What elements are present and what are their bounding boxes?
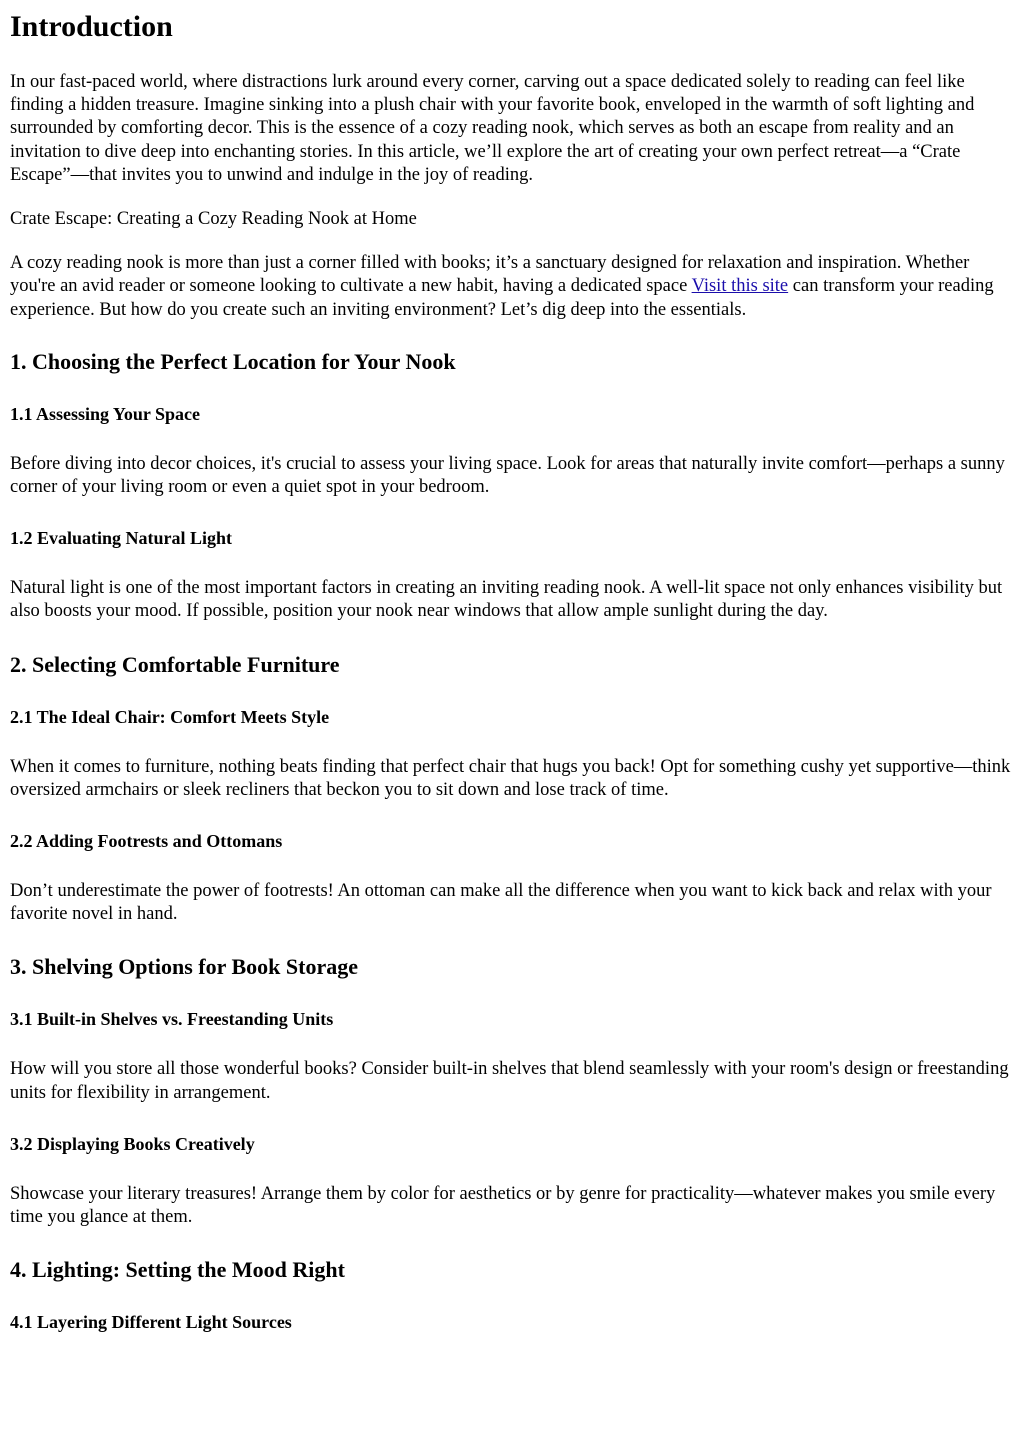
subsection-paragraph: Before diving into decor choices, it's crucial to assess your living space. Look for areas that naturally invite comfort—perhaps a sunny corner of your living room or even a quiet spot in your bedroom. [10, 453, 1005, 498]
section-heading: 3. Shelving Options for Book Storage [10, 954, 358, 980]
lead-text-after-link: can transform your reading experience. But how do you create such an inviting environment? Let’s dig deep into the essentials. [10, 276, 994, 320]
section-heading: 1. Choosing the Perfect Location for Your Nook [10, 348, 456, 374]
subsection-paragraph: How will you store all those wonderful books? Consider built-in shelves that blend seamlessly with your room's design or freestanding units for flexibility in arrangement. [10, 1059, 1009, 1103]
subsection-heading: 2.1 The Ideal Chair: Comfort Meets Style [10, 706, 330, 727]
subsection-paragraph: Showcase your literary treasures! Arrange them by color for aesthetics or by genre for practicality—whatever makes you smile every time you glance at them. [10, 1183, 996, 1228]
subsection-paragraph: Natural light is one of the most important factors in creating an inviting reading nook. A well-lit space not only enhances visibility but also boosts your mood. If possible, position your nook near windows that allow ample sunlight during the day. [10, 578, 1003, 622]
subsection-heading: 1.2 Evaluating Natural Light [10, 528, 233, 549]
lead-paragraph [10, 252, 1014, 322]
subsection-heading: 3.2 Displaying Books Creatively [10, 1133, 255, 1154]
section-heading: 2. Selecting Comfortable Furniture [10, 651, 340, 677]
subsection-heading: 2.2 Adding Footrests and Ottomans [10, 831, 283, 852]
intro-paragraph: In our fast-paced world, where distractions lurk around every corner, carving out a space dedicated solely to reading can feel like finding a hidden treasure. Imagine sinking into a plush chair with your favorite book, enveloped in the warmth of soft lighting and surrounded by comforting decor. This is the essence of a cozy reading nook, which serves as both an escape from reality and an invitation to dive deep into enchanting stories. In this article, we’ll explore the art of creating your own perfect retreat—a “Crate Escape”—that invites you to unwind and indulge in the joy of reading. [10, 72, 975, 185]
lead-text-before-link: A cozy reading nook is more than just a corner filled with books; it’s a sanctuary designed for relaxation and inspiration. Whether you're an avid reader or someone looking to cultivate a new habit, having a dedicated space [10, 253, 970, 297]
subsection-paragraph: When it comes to furniture, nothing beats finding that perfect chair that hugs you back! Opt for something cushy yet supportive—think oversized armchairs or sleek recliners that beckon you to sit down and lose track of time. [10, 756, 1011, 800]
subsection-heading: 3.1 Built-in Shelves vs. Freestanding Units [10, 1009, 334, 1030]
page-title: Introduction [10, 10, 173, 43]
subsection-heading: 4.1 Layering Different Light Sources [10, 1312, 292, 1333]
visit-site-link[interactable]: Visit this site [691, 276, 789, 297]
subsection-heading: 1.1 Assessing Your Space [10, 403, 201, 424]
subsection-paragraph: Don’t underestimate the power of footrests! An ottoman can make all the difference when you want to kick back and relax with your favorite novel in hand. [10, 881, 992, 925]
section-heading: 4. Lighting: Setting the Mood Right [10, 1257, 345, 1283]
article-subtitle: Crate Escape: Creating a Cozy Reading Nook at Home [10, 209, 417, 230]
